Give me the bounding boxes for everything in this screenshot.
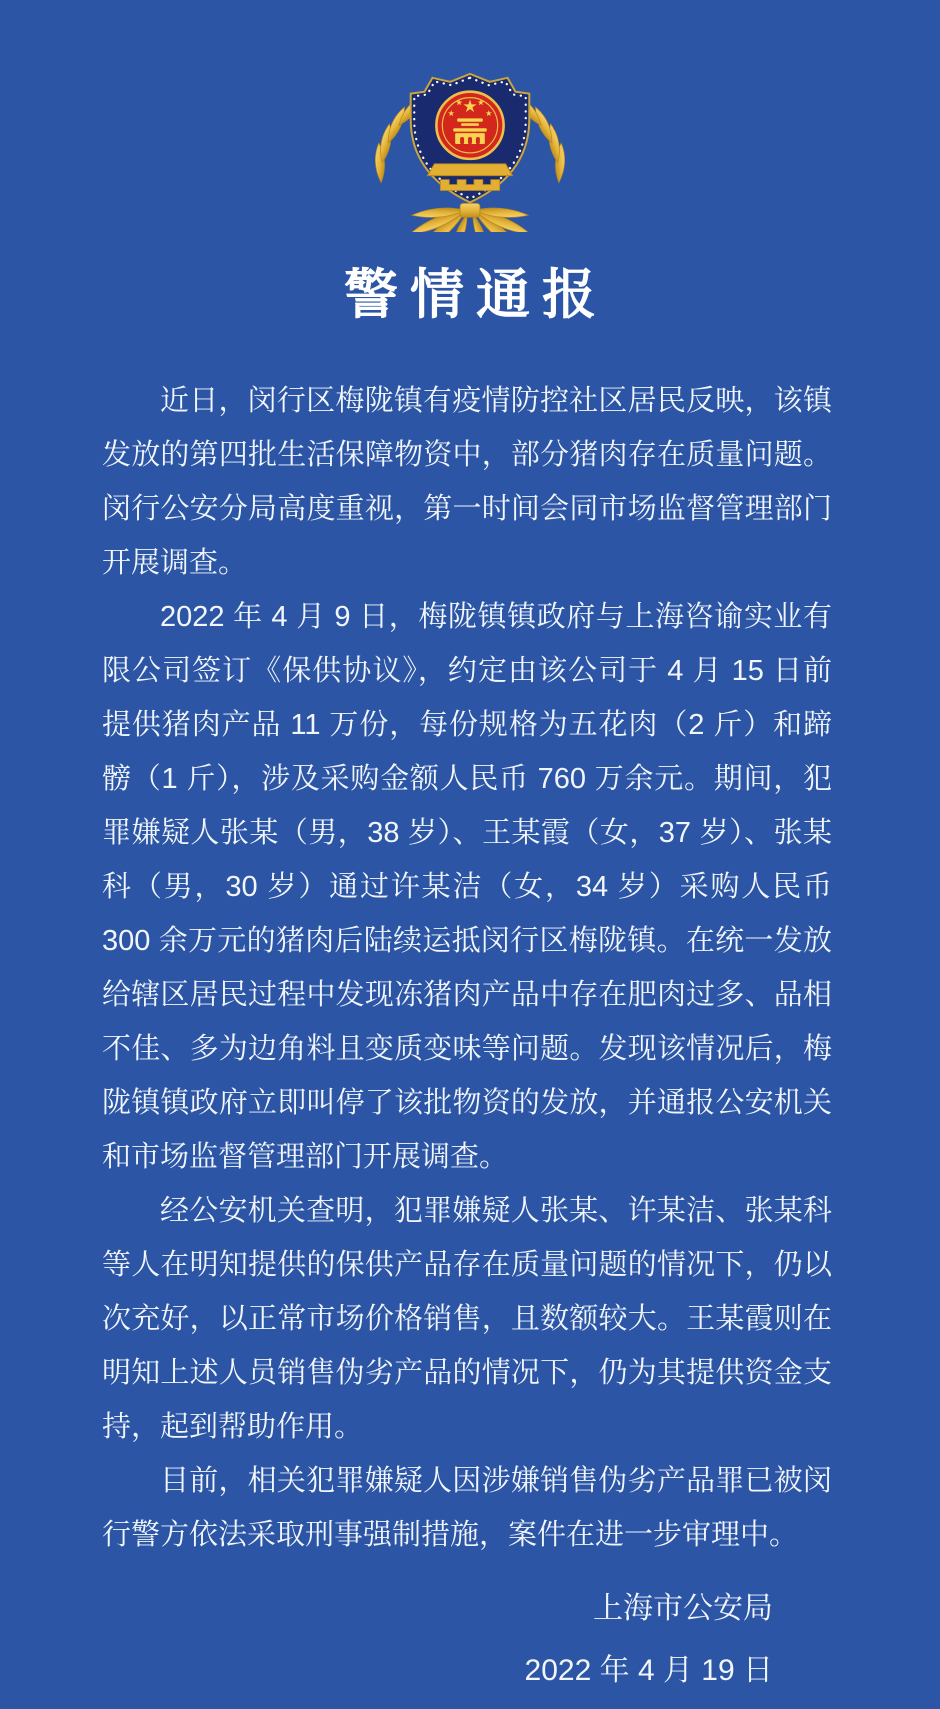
paragraph-case-details: 2022 年 4 月 9 日，梅陇镇镇政府与上海咨谕实业有限公司签订《保供协议》，约定由该公司于 4 月 15 日前提供猪肉产品 11 万份，每份规格为五花肉（2 斤）和蹄髈（1 斤），涉及采购金额人民币 760 万余元。期间，犯罪嫌疑人张某（男，38 岁）、王某霞（女，37 岁）、张某科（男，30 岁）通过许某洁（女，34 岁）采购人民币 300 余万元的猪肉后陆续运抵闵行区梅陇镇。在统一发放给辖区居民过程中发现冻猪肉产品中存在肥肉过多、品相不佳、多为边角料且变质变味等问题。发现该情况后，梅陇镇镇政府立即叫停了该批物资的发放，并通报公安机关和市场监督管理部门开展调查。 [102,601,832,1173]
issuing-authority: 上海市公安局 [593,1592,773,1625]
paragraph-current-status: 目前，相关犯罪嫌疑人因涉嫌销售伪劣产品罪已被闵行警方依法采取刑事强制措施，案件在进一步审理中。 [102,1465,832,1551]
signature-block [0,1578,773,1702]
emblem-container [0,0,940,232]
notice-body [102,374,832,1562]
paragraph-intro: 近日，闵行区梅陇镇有疫情防控社区居民反映，该镇发放的第四批生活保障物资中，部分猪肉存在质量问题。闵行公安分局高度重视，第一时间会同市场监督管理部门开展调查。 [102,385,832,579]
issue-date: 2022 年 4 月 19 日 [524,1654,773,1687]
page-title: 警情通报 [344,265,608,325]
police-badge-icon [350,64,590,232]
paragraph-investigation-findings: 经公安机关查明，犯罪嫌疑人张某、许某洁、张某科等人在明知提供的保供产品存在质量问题的情况下，仍以次充好，以正常市场价格销售，且数额较大。王某霞则在明知上述人员销售伪劣产品的情况下，仍为其提供资金支持，起到帮助作用。 [102,1195,832,1443]
